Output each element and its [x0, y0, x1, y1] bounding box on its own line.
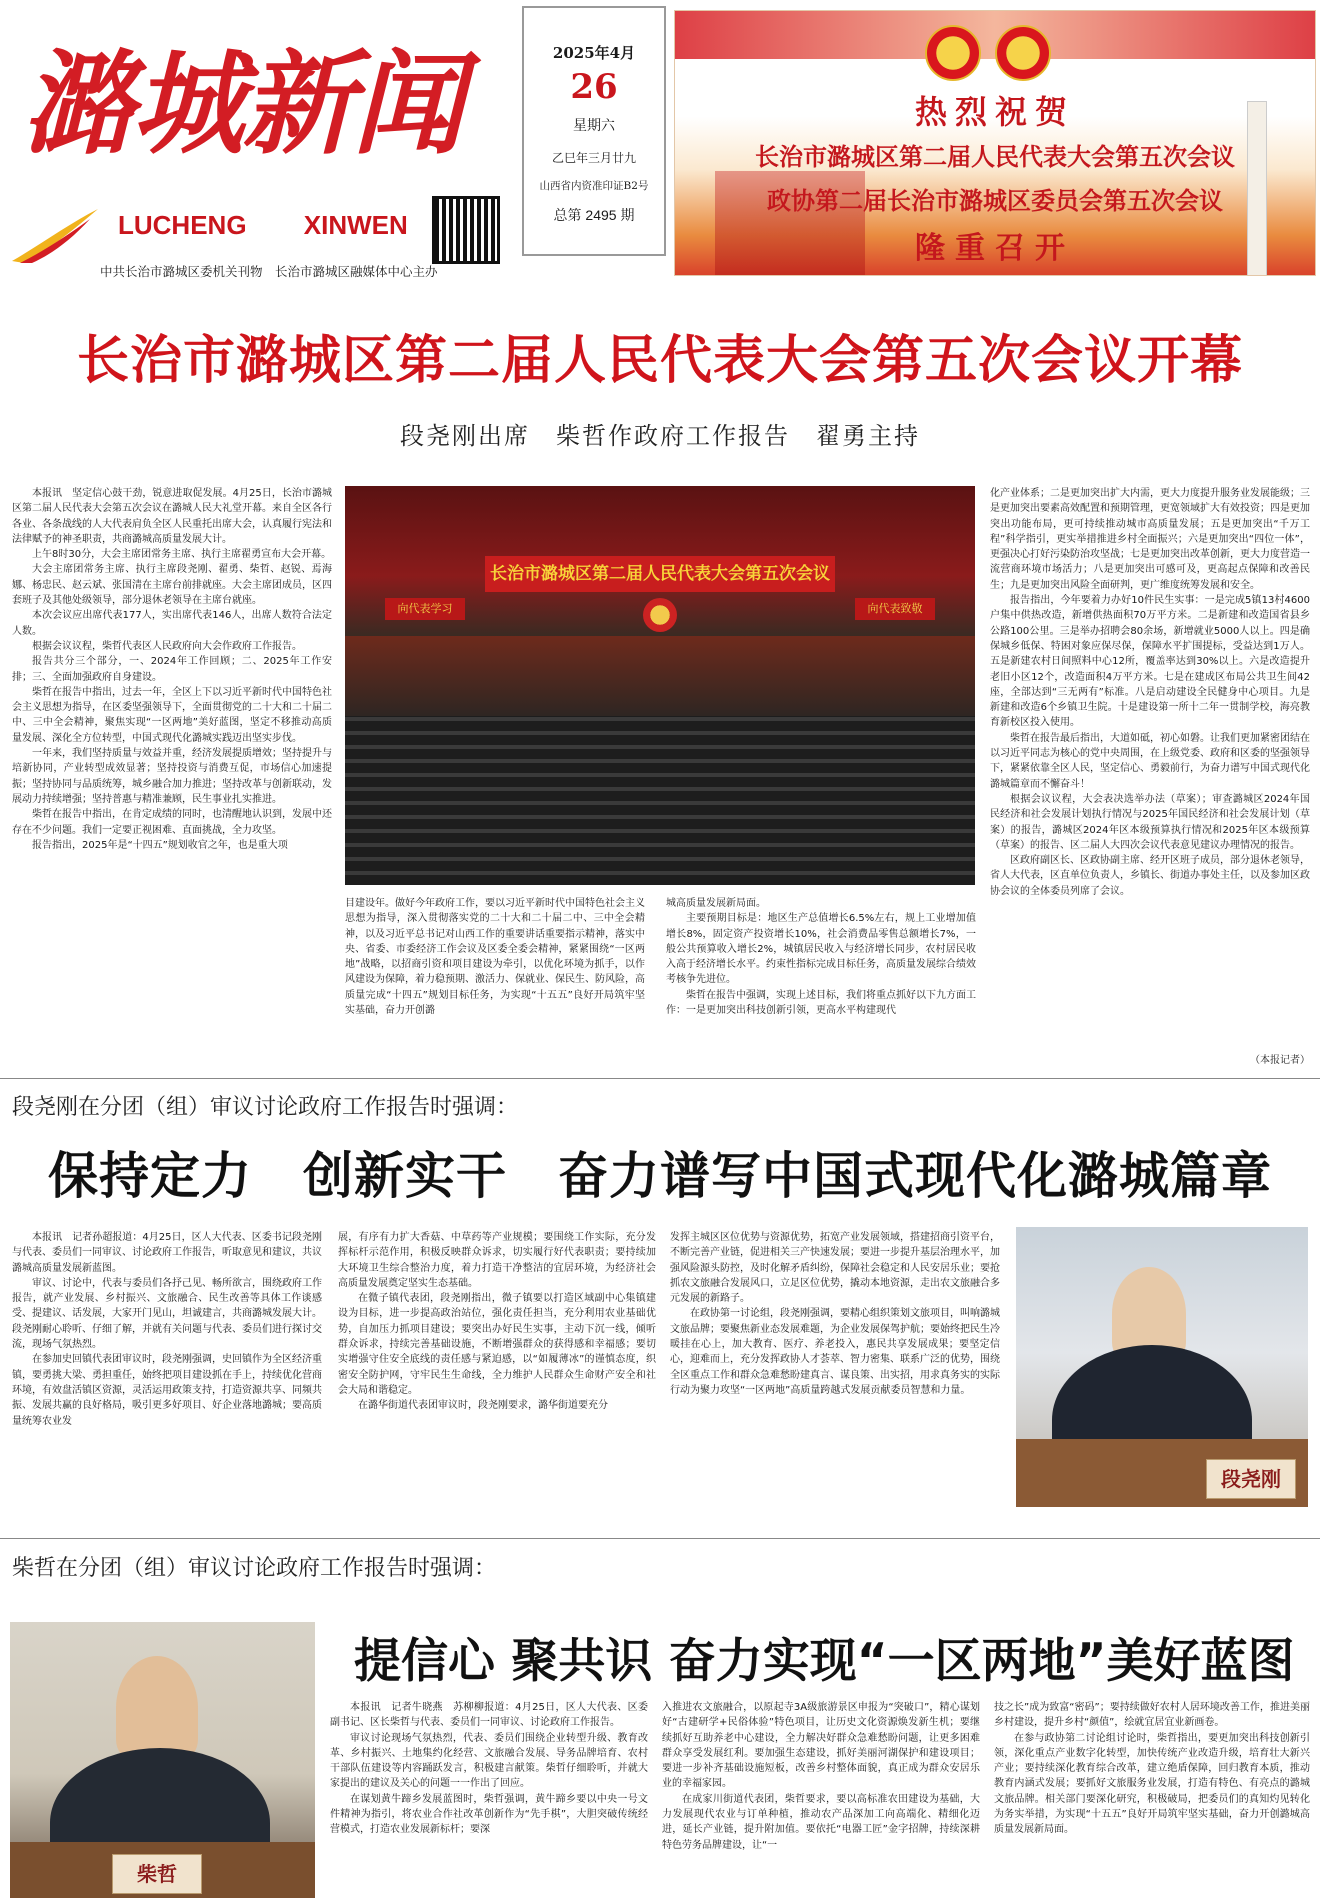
paragraph: 根据会议议程，柴哲代表区人民政府向大会作政府工作报告。: [32, 640, 302, 652]
hall-left-sign: 向代表学习: [385, 598, 465, 620]
paragraph: 在参与政协第二讨论组讨论时，柴哲指出，要更加突出科技创新引领，深化重点产业数字化转型，加快传统产业改造升级，培育壮大新兴产业；要持续深化教育综合改革，建立绝盾保障，回归教育本质，推动教育内涵式发展；要抓好文旅服务业发展，打造有特色、有亮点的潞城文旅品牌。相关部门要深化研究，积极破局，把委员们的真知灼见转化为务实举措，为实现“十五五”良好开局筑牢坚实基础，奋力开创潞城高质量发展新局面。: [994, 1732, 1310, 1836]
congratulation-banner: [674, 10, 1316, 276]
lead-column-3: [666, 896, 976, 1086]
paragraph: 柴哲在报告中指出，过去一年，全区上下以习近平新时代中国特色社会主义思想为指导，在区委坚强领导下，全面贯彻党的二十大和二十届二中、三中全会精神，聚焦实现“一区两地”美好蓝图，坚定不移推动高质量发展、深化全方位转型，中国式现代化潞城实践迈出坚实步伐。: [12, 686, 332, 744]
story3-headline: 提信心 聚共识 奋力实现“一区两地”美好蓝图: [354, 1634, 1295, 1689]
lead-byline: （本报记者）: [1250, 1055, 1310, 1066]
paragraph: 本报讯 坚定信心鼓干劲，锐意进取促发展。4月25日，长治市潞城区第二届人民代表大会第五次会议在潞城人民大礼堂开幕。来自全区各行各业、各条战线的人大代表肩负全区人民重托出席大会，认真履行宪法和法律赋予的神圣职责，共商潞城高质量发展大计。: [12, 488, 332, 545]
lead-column-4: [990, 486, 1310, 1054]
hall-emblem-icon: [643, 598, 677, 632]
lead-photo-assembly-hall: [345, 486, 975, 885]
story2-headline: 保持定力 创新实干 奋力谱写中国式现代化潞城篇章: [48, 1147, 1272, 1205]
paragraph: 审议讨论现场气氛热烈，代表、委员们围绕企业转型升级、教育改革、乡村振兴、土地集约化经营、文旅融合发展、导务品牌培育、农村干部队伍建设等内容踊跃发言，积极建言献策。柴哲仔细聆听，并就大家提出的建议及关心的问题一一作出了回应。: [330, 1732, 648, 1790]
paragraph: 在潞华街道代表团审议时，段尧刚要求，潞华街道要充分: [358, 1400, 608, 1412]
paragraph: 展，有序有力扩大香菇、中草药等产业规模；要围绕工作实际，充分发挥标杆示范作用，积极反映群众诉求，切实履行好代表职责；要持续加大环境卫生综合整治力度，着力打造干净整洁的宜居环境，为经济社会高质量发展奠定坚实生态基础。: [338, 1232, 656, 1289]
nameplate: 柴哲: [112, 1854, 202, 1894]
lead-column-2: [345, 896, 645, 1086]
hall-banner: 长治市潞城区第二届人民代表大会第五次会议: [485, 556, 835, 592]
banner-line-4: 隆重召开: [915, 231, 1075, 266]
lead-subhead: 段尧刚出席 柴哲作政府工作报告 翟勇主持: [400, 422, 920, 450]
date-lunar: 乙巳年三月廿九: [551, 151, 636, 165]
story2-column-3: [670, 1230, 1000, 1520]
date-day: 26: [570, 67, 618, 107]
masthead-logo: 潞城新闻: [22, 39, 462, 170]
paragraph: 发挥主城区区位优势与资源优势，拓宽产业发展领域，搭建招商引资平台，不断完善产业链，促进相关三产快速发展；要进一步提升基层治理水平，加强风险源头防控，及时化解矛盾纠纷，保障社会稳定和人民安居乐业；要抢抓农文旅融合发展风口，立足区位优势，撬动本地资源，走出农文旅融合多元发展的新路子。: [670, 1232, 1000, 1305]
national-emblem-icon: [925, 25, 981, 81]
story2-kicker: 段尧刚在分团（组）审议讨论政府工作报告时强调：: [12, 1095, 519, 1120]
print-license: 山西省内资准印证B2号: [539, 180, 649, 192]
paragraph: 在谋划黄牛蹄乡发展蓝图时，柴哲强调，黄牛蹄乡要以中央一号文件精神为指引，将农业合作社改革创新作为“先手棋”，大胆突破传统经营模式，打造农业发展新标杆；要深: [330, 1793, 648, 1836]
paragraph: 技之长”成为致富“密码”；要持续做好农村人居环境改善工作，推进美丽乡村建设，提升乡村“颜值”，绘就宜居宜业新画卷。: [994, 1702, 1310, 1729]
paragraph: 在政协第一讨论组，段尧刚强调，要精心组织策划文旅项目，叫响潞城文旅品牌；要聚焦新业态发展难题，为企业发展保驾护航；要始终把民生冷暖挂在心上，加大教育、医疗、养老投入，惠民共享发展成果；要坚定信心，迎难而上，充分发挥政协人才荟萃、智力密集、联系广泛的优势，围绕全区重点工作和群众急难愁盼建真言、谋良策、出实招，用求真务实的实际行动为聚力攻坚“一区两地”高质量跨越式发展贡献委员智慧和力量。: [670, 1308, 1000, 1396]
story3-column-2: [662, 1700, 980, 1896]
paragraph: 在参加史回镇代表团审议时，段尧刚强调，史回镇作为全区经济重镇，要勇挑大梁、勇担重任，始终把项目建设抓在手上，持续优化营商环境，有效盘活镇区资源，灵活运用政策支持，打造资源共享、同频共振、发展共赢的良好格局，吸引更多好项目、好企业落地潞城；要高质量统筹农业发: [12, 1354, 322, 1427]
paragraph: 在微子镇代表团，段尧刚指出，微子镇要以打造区域副中心集镇建设为目标，进一步提高政治站位，强化责任担当，充分利用农业基础优势，自加压力抓项目建设；要突出办好民生实事，主动下沉一线，倾听群众诉求，持续完善基础设施，不断增强群众的获得感和幸福感；要切实增强守住安全底线的责任感与紧迫感，以“如履薄冰”的谨慎态度，织密安全防护网，守牢民生生命线，全力维护人民群众生命财产安全和社会大局和谐稳定。: [338, 1293, 656, 1396]
cppcc-emblem-icon: [995, 25, 1051, 81]
date-year-month: 2025年4月: [552, 44, 636, 62]
story3-column-1: [330, 1700, 648, 1896]
paragraph: 本报讯 记者孙超报道：4月25日，区人大代表、区委书记段尧刚与代表、委员们一同审议、讨论政府工作报告，听取意见和建议，共议潞城高质量发展新蓝图。: [12, 1232, 322, 1274]
story2-column-1: [12, 1230, 322, 1520]
section-divider: [0, 1538, 1320, 1539]
paragraph: 审议、讨论中，代表与委员们各抒己见、畅所欲言，围绕政府工作报告，就产业发展、乡村振兴、文旅融合、民生改善等具体工作谈感受、提建议、话发展，大家开门见山，坦诚建言，共商潞城发展大计。段尧刚耐心聆听、仔细了解，并就有关问题与代表、委员们进行探讨交流，现场气氛热烈。: [12, 1277, 322, 1351]
lead-headline: 长治市潞城区第二届人民代表大会第五次会议开幕: [76, 331, 1243, 391]
paragraph: 报告指出，2025年是“十四五”规划收官之年，也是重大项: [32, 839, 288, 851]
paragraph: 柴哲在报告最后指出，大道如砥，初心如磐。让我们更加紧密团结在以习近平同志为核心的党中央周围，在上级党委、政府和区委的坚强领导下，紧紧依靠全区人民，坚定信心、勇毅前行，为奋力谱写中国式现代化潞城篇章而不懈奋斗！: [990, 732, 1310, 790]
qr-code-icon[interactable]: [432, 196, 500, 264]
paragraph: 柴哲在报告中强调，实现上述目标，我们将重点抓好以下九方面工作：一是更加突出科技创新引领，更高水平构建现代: [666, 989, 976, 1017]
nameplate: 段尧刚: [1206, 1459, 1296, 1499]
hall-stage: [345, 636, 975, 716]
paragraph: 报告共分三个部分，一、2024年工作回顾；二、2025年工作安排；三、全面加强政府自身建设。: [12, 656, 332, 683]
paragraph: 主要预期目标是：地区生产总值增长6.5%左右，规上工业增加值增长8%，固定资产投资增长10%，社会消费品零售总额增长7%，一般公共预算收入增长2%，城镇居民收入与经济增长同步，农村居民收入高于经济增长水平。约束性指标完成目标任务，高质量发展综合绩效考核争先进位。: [666, 913, 976, 986]
paragraph: 入推进农文旅融合，以原起寺3A级旅游景区申报为“突破口”，精心谋划好“古建研学+民俗体验”特色项目，让历史文化资源焕发新生机；要继续抓好互助养老中心建设，全力解决好群众急难愁盼问题，让更多困难群众享受发展红利。要加强生态建设，抓好美丽河湖保护和建设项目；要进一步补齐基础设施短板，改善乡村整体面貌，真正成为群众安居乐业的幸福家园。: [662, 1702, 980, 1790]
story3-column-3: [994, 1700, 1310, 1896]
paragraph: 目建设年。做好今年政府工作，要以习近平新时代中国特色社会主义思想为指导，深入贯彻落实党的二十大和二十届二中、三中全会精神，以及习近平总书记对山西工作的重要讲话重要指示精神，落实中央、省委、市委经济工作会议及区委全委会精神，紧紧围绕“一区两地”战略，以招商引资和项目建设为牵引，以优化环境为抓手，以作风建设为保障，着力稳预期、激活力、保就业、保民生、防风险，高质量完成“十四五”规划目标任务，为实现“十五五”良好开局筑牢坚实基础，奋力开创潞: [345, 898, 645, 1017]
date-weekday: 星期六: [573, 118, 615, 134]
masthead-sponsor: 中共长治市潞城区委机关刊物 长治市潞城区融媒体中心主办: [100, 265, 438, 279]
paragraph: 报告指出，今年要着力办好10件民生实事：一是完成5镇13村4600户集中供热改造，新增供热面积70万平方米。二是新建和改造国省县乡公路100公里。三是举办招聘会80余场，新增就业5000人以上。四是确保城乡低保、特困对象应保尽保，保障水平扩围提标，受益达到1万人。五是新建农村日间照料中心12所，覆盖率达到30%以上。六是改造提升老旧小区12个，改造面积4万平方米。七是在建成区布局公共卫生间42座，全部达到“三无两有”标准。八是启动建设全民健身中心项目。九是新建和改造6个乡镇卫生院。十是建设第一所十二年一贯制学校，海亮教育新校区投入使用。: [990, 595, 1310, 729]
story3-kicker: 柴哲在分团（组）审议讨论政府工作报告时强调：: [12, 1556, 497, 1581]
issue-number: 总第 2495 期: [553, 207, 635, 223]
date-box: [522, 6, 666, 256]
paragraph: 根据会议议程，大会表决选举办法（草案）；审查潞城区2024年国民经济和社会发展计划执行情况与2025年国民经济和社会发展计划（草案）的报告，潞城区2024年区本级预算执行情况和2025年区本级预算（草案）的报告、区二届人大四次会议代表意见建议办理情况的报告。: [990, 793, 1310, 851]
paragraph: 区政府副区长、区政协副主席、经开区班子成员，部分退休老领导，省人大代表，区直单位负责人，乡镇长、街道办事处主任，以及参加区政协会议的全体委员列席了会议。: [990, 855, 1310, 897]
hall-right-sign: 向代表致敬: [855, 598, 935, 620]
paragraph: 本报讯 记者牛晓燕 苏柳柳报道：4月25日，区人大代表、区委副书记、区长柴哲与代表、委员们一同审议、讨论政府工作报告。: [330, 1702, 648, 1729]
story3-photo: [10, 1622, 315, 1898]
paragraph: 本次会议应出席代表177人，实出席代表146人，出席人数符合法定人数。: [12, 610, 332, 637]
section-divider: [0, 1078, 1320, 1079]
paragraph: 上午8时30分，大会主席团常务主席、执行主席翟勇宣布大会开幕。: [32, 549, 332, 561]
hall-audience: [345, 716, 975, 885]
masthead-english-name: LUCHENG XINWEN: [118, 210, 408, 240]
banner-line-3: 政协第二届长治市潞城区委员会第五次会议: [767, 186, 1223, 215]
speaker-head: [116, 1656, 198, 1760]
paragraph: 一年来，我们坚持质量与效益并重，经济发展提质增效；坚持提升与培新协同，产业转型成效显著；坚持投资与消费互促，市场信心加速提振；坚持协同与品质统筹，城乡融合加力推进；坚持改革与创新联动，发展动力持续增强；坚持普惠与精准兼顾，民生事业扎实推进。: [12, 748, 332, 805]
paragraph: 在成家川街道代表团，柴哲要求，要以高标准农田建设为基础，大力发展现代农业与订单种植，推动农产品深加工向高端化、精细化迈进，延长产业链，提升附加值。要依托“电器工匠”金字招牌，持续深耕特色劳务品牌建设，让“一: [662, 1793, 980, 1851]
paragraph: 化产业体系；二是更加突出扩大内需，更大力度提升服务业发展能级；三是更加突出要素高效配置和预期管理，更宽领域扩大有效投资；四是更加突出功能布局，更可持续推动城市高质量发展；五是更加突出“千万工程”科学指引，更实举措推进乡村全面振兴；六是更加突出“四位一体”，更强决心打好污染防治攻坚战；七是更加突出改革创新，更大力度营造一流营商环境市场活力；八是更加突出可感可及，更高起点保障和改善民生；九是更加突出风险全面研判，更广维度统筹发展和安全。: [990, 488, 1310, 591]
swoosh-logo-icon: [10, 205, 100, 265]
paragraph: 大会主席团常务主席、执行主席段尧刚、翟勇、柴哲、赵锐、焉海娜、杨忠民、赵云斌、张国清在主席台前排就座。大会主席团成员，区四套班子及其他处级领导，部分退休老领导在主席台就座。: [12, 564, 332, 607]
banner-line-1: 热烈祝贺: [914, 93, 1075, 131]
banner-line-2: 长治市潞城区第二届人民代表大会第五次会议: [755, 142, 1235, 171]
story2-photo: [1016, 1227, 1308, 1507]
lead-column-1: [12, 486, 332, 1086]
paragraph: 城高质量发展新局面。: [666, 898, 766, 909]
story2-column-2: [338, 1230, 656, 1520]
paragraph: 柴哲在报告中指出，在肯定成绩的同时，也清醒地认识到，发展中还存在不少问题。我们一定要正视困难、直面挑战，全力攻坚。: [12, 809, 332, 836]
